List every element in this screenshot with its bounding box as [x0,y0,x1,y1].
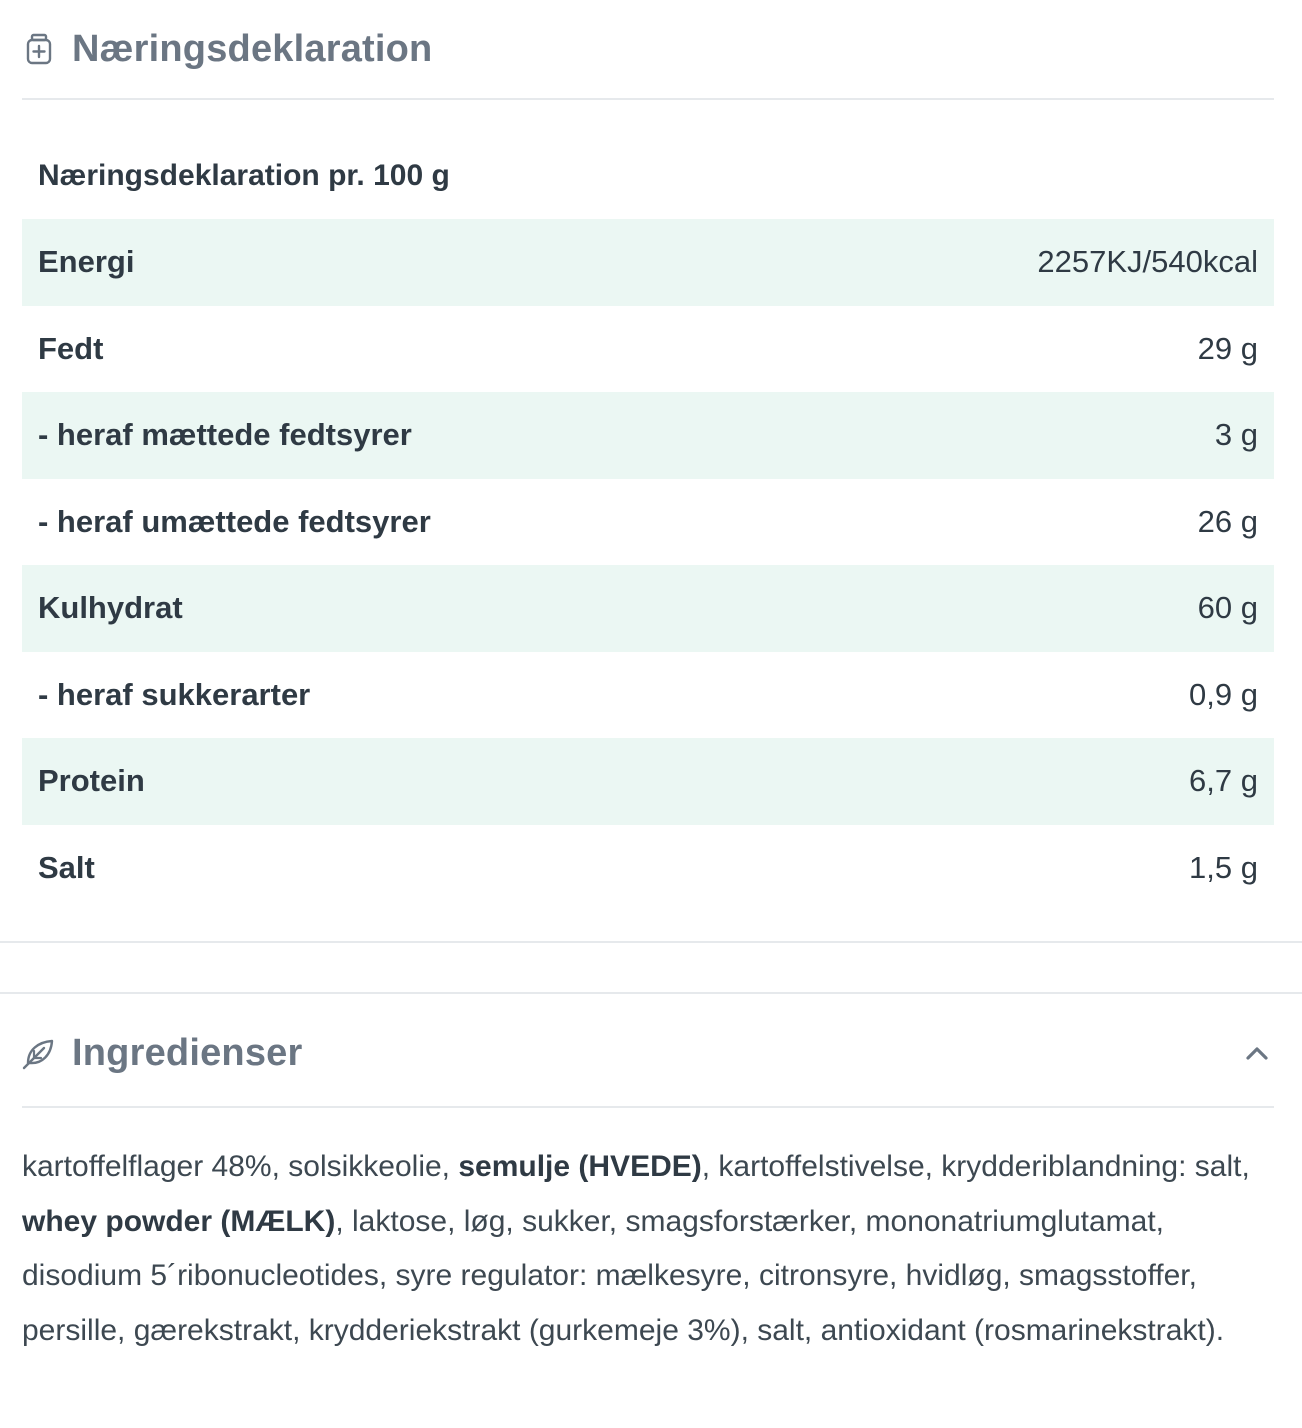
nutrient-label: Fedt [38,330,104,366]
allergen-text: semulje (HVEDE) [458,1150,702,1183]
nutrient-label: - heraf umættede fedtsyrer [38,503,431,539]
table-row [22,219,1274,306]
nutrient-value: 3 g [1214,417,1258,453]
leaf-icon [22,1036,56,1070]
nutrition-title: Næringsdeklaration [72,27,433,70]
nutrition-jar-icon [22,32,56,66]
nutrient-label: Salt [38,849,95,885]
nutrient-value: 2257KJ/540kcal [1037,244,1258,280]
nutrient-value: 60 g [1197,590,1258,626]
nutrition-table-caption: Næringsdeklaration pr. 100 g [38,159,450,192]
ingredients-section-header[interactable] [22,1000,1274,1108]
ingredients-part: , laktose, løg, sukker, smagsforstærker, mononatriumglutamat, disodium 5´ribonucleotides, syre regulator: mælkesyre, citronsyre, hvidløg, smagsstoffer, persille, gærekstrakt, krydderiekstrakt (gurkemeje 3%), salt, antioxidant (rosmarinekstrakt). [22,1204,1225,1347]
section-divider [0,992,1302,994]
table-row [22,825,1274,912]
nutrient-label: - heraf mættede fedtsyrer [38,417,412,453]
nutrition-section-header [22,0,1274,100]
nutrient-label: Kulhydrat [38,590,183,626]
nutrient-value: 1,5 g [1189,849,1258,885]
section-divider [0,941,1302,943]
table-row [22,392,1274,479]
table-row [22,652,1274,739]
ingredients-part: kartoffelflager 48%, solsikkeolie, [22,1150,459,1183]
nutrient-value: 29 g [1197,330,1258,366]
table-row [22,738,1274,825]
ingredients-title: Ingredienser [72,1031,303,1074]
ingredients-text [22,1140,1284,1358]
nutrient-value: 26 g [1197,503,1258,539]
nutrient-label: Protein [38,763,145,799]
nutrient-label: - heraf sukkerarter [38,676,311,712]
nutrition-table [22,219,1274,911]
chevron-up-icon[interactable] [1240,1036,1274,1070]
nutrient-label: Energi [38,244,135,280]
table-row [22,479,1274,566]
nutrient-value: 0,9 g [1189,676,1258,712]
allergen-text: whey powder (MÆLK) [22,1204,336,1238]
table-row [22,306,1274,393]
nutrient-value: 6,7 g [1189,763,1258,799]
table-row [22,565,1274,652]
ingredients-part: , kartoffelstivelse, krydderiblandning: salt, [701,1150,1250,1183]
